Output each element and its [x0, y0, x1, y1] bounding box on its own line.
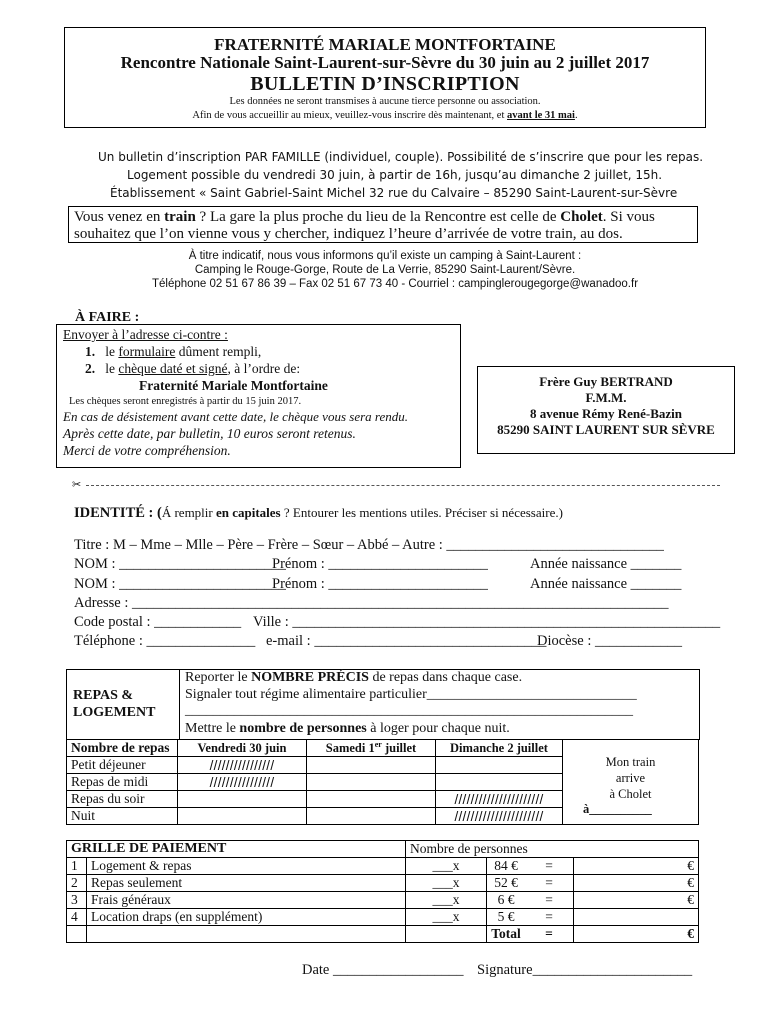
- todo-box: [56, 324, 461, 468]
- cell-input[interactable]: [436, 774, 563, 791]
- scissors-icon: ✂: [72, 479, 82, 491]
- repas-label: REPAS &: [73, 688, 134, 703]
- count-field[interactable]: ___x: [406, 892, 487, 909]
- cancel-note-1: En cas de désistement avant cette date, le chèque vous sera rendu.: [63, 409, 408, 424]
- total-amount-field[interactable]: €: [574, 926, 699, 943]
- train-label-3: à Cholet: [609, 787, 652, 801]
- price: 84 €: [487, 858, 526, 875]
- table-row: [67, 808, 563, 825]
- info-line-3: Établissement « Saint Gabriel-Saint Michel 32 rue du Calvaire – 85290 Saint-Laurent-sur-Sèvre: [110, 186, 678, 200]
- cut-line: [86, 485, 720, 486]
- row-label: Nuit: [67, 808, 178, 825]
- row-label: Repas seulement: [87, 875, 406, 892]
- address-name: Frère Guy BERTRAND: [539, 374, 673, 389]
- cell-input[interactable]: [436, 757, 563, 774]
- price: 52 €: [487, 875, 526, 892]
- row-label: Petit déjeuner: [67, 757, 178, 774]
- cheque-note: Les chèques seront enregistrés à partir du 15 juin 2017.: [69, 396, 302, 407]
- repas-inst-1: Reporter le NOMBRE PRÉCIS de repas dans chaque case.: [185, 670, 523, 685]
- train-label-2: arrive: [615, 771, 646, 785]
- cancel-note-2: Après cette date, par bulletin, 10 euros seront retenus.: [63, 426, 356, 441]
- total-row: [67, 926, 699, 943]
- equals: =: [525, 892, 574, 909]
- send-to: Envoyer à l’adresse ci-contre :: [63, 327, 228, 342]
- cell-hatched: ////////////////: [178, 774, 307, 791]
- equals: =: [525, 909, 574, 926]
- row-label: Repas de midi: [67, 774, 178, 791]
- amount-field[interactable]: €: [574, 892, 699, 909]
- tel-field[interactable]: Téléphone : _______________: [74, 633, 256, 649]
- repas-header-box: [66, 669, 700, 740]
- cell-input[interactable]: [307, 791, 436, 808]
- address-street: 8 avenue Rémy René-Bazin: [529, 406, 682, 421]
- row-label: Frais généraux: [87, 892, 406, 909]
- train-info-box: Vous venez en train ? La gare la plus proche du lieu de la Rencontre est celle de Cholet. Si vous souhaitez que l’on vienne vous y chercher, indiquez l’heure d’arrivée de votre train, au dos.: [68, 206, 698, 243]
- train-time-field[interactable]: à__________: [583, 802, 652, 816]
- titre-field[interactable]: Titre : M – Mme – Mlle – Père – Frère – Sœur – Abbé – Autre : ______________________________: [74, 537, 664, 553]
- header-box: [64, 27, 706, 128]
- row-num: 1: [67, 858, 87, 875]
- cell-hatched: //////////////////////: [436, 808, 563, 825]
- repas-col-2: Samedi 1er juillet: [307, 740, 436, 757]
- prenom-field-2[interactable]: Prénom : ______________________: [272, 576, 488, 592]
- privacy-note: Les données ne seront transmises à aucune tierce personne ou association.: [229, 96, 541, 107]
- info-line-1: Un bulletin d’inscription PAR FAMILLE (individuel, couple). Possibilité de s’inscrire que pour les repas.: [98, 150, 704, 164]
- repas-inst-4: Mettre le nombre de personnes à loger pour chaque nuit.: [185, 721, 510, 736]
- cell-hatched: ////////////////: [178, 757, 307, 774]
- deadline-note: Afin de vous accueillir au mieux, veuillez-vous inscrire dès maintenant, et avant le 31 mai.: [192, 110, 578, 121]
- amount-field[interactable]: [574, 909, 699, 926]
- todo-item-1: 1. le formulaire dûment rempli,: [85, 344, 262, 359]
- table-row: [67, 875, 699, 892]
- table-row: [67, 909, 699, 926]
- count-field[interactable]: ___x: [406, 909, 487, 926]
- ville-field[interactable]: Ville : ___________________________________________________________: [253, 614, 721, 630]
- price: 5 €: [487, 909, 526, 926]
- row-label: Location draps (en supplément): [87, 909, 406, 926]
- total-equals: =: [525, 926, 574, 943]
- repas-inst-3[interactable]: ________________________________________________________________: [185, 703, 633, 718]
- table-row: [67, 774, 563, 791]
- logement-label: LOGEMENT: [73, 705, 156, 720]
- cell-hatched: //////////////////////: [436, 791, 563, 808]
- camping-line-3: Téléphone 02 51 67 86 39 – Fax 02 51 67 73 40 - Courriel : campinglerougegorge@wanadoo.fr: [151, 278, 639, 290]
- identity-heading: IDENTITÉ : (Á remplir en capitales ? Entourer les mentions utiles. Préciser si nécessaire.): [74, 505, 563, 521]
- cp-field[interactable]: Code postal : ____________: [74, 614, 242, 630]
- repas-inst-2[interactable]: Signaler tout régime alimentaire particulier______________________________: [185, 687, 637, 702]
- nom-field-1[interactable]: NOM : _______________________: [74, 556, 286, 572]
- thanks-note: Merci de votre compréhension.: [63, 443, 231, 458]
- payee: Fraternité Mariale Montfortaine: [139, 378, 328, 393]
- payment-title: GRILLE DE PAIEMENT: [67, 841, 406, 858]
- table-row: [67, 892, 699, 909]
- info-line-2: Logement possible du vendredi 30 juin, à partir de 16h, jusqu’au dimanche 2 juillet, 15h.: [127, 168, 663, 182]
- count-field[interactable]: ___x: [406, 858, 487, 875]
- table-row: [67, 791, 563, 808]
- amount-field[interactable]: €: [574, 858, 699, 875]
- nom-field-2[interactable]: NOM : _______________________: [74, 576, 286, 592]
- cell-input[interactable]: [178, 791, 307, 808]
- cell-input[interactable]: [178, 808, 307, 825]
- amount-field[interactable]: €: [574, 875, 699, 892]
- email-field[interactable]: e-mail : ________________________________: [266, 633, 547, 649]
- row-num: 2: [67, 875, 87, 892]
- camping-line-2: Camping le Rouge-Gorge, Route de La Verrie, 85290 Saint-Laurent/Sèvre.: [194, 264, 576, 276]
- price: 6 €: [487, 892, 526, 909]
- annee-field-2[interactable]: Année naissance _______: [530, 576, 682, 592]
- todo-title: À FAIRE :: [75, 310, 140, 325]
- deadline: avant le 31 mai: [507, 110, 575, 121]
- prenom-field-1[interactable]: Prénom : ______________________: [272, 556, 488, 572]
- row-label: Logement & repas: [87, 858, 406, 875]
- payment-table: [66, 840, 699, 943]
- address-org: F.M.M.: [585, 390, 627, 405]
- count-field[interactable]: ___x: [406, 875, 487, 892]
- table-row: [67, 858, 699, 875]
- row-num: 4: [67, 909, 87, 926]
- diocese-field[interactable]: Diocèse : ____________: [537, 633, 682, 649]
- total-label: Total: [487, 926, 526, 943]
- equals: =: [525, 875, 574, 892]
- annee-field-1[interactable]: Année naissance _______: [530, 556, 682, 572]
- nb-personnes-header: Nombre de personnes: [406, 841, 699, 858]
- row-label: Repas du soir: [67, 791, 178, 808]
- camping-line-1: À titre indicatif, nous vous informons qu’il existe un camping à Saint-Laurent :: [188, 250, 582, 262]
- event-title: Rencontre Nationale Saint-Laurent-sur-Sèvre du 30 juin au 2 juillet 2017: [120, 53, 650, 72]
- cell-input[interactable]: [307, 808, 436, 825]
- train-label-1: Mon train: [605, 755, 656, 769]
- cell-input[interactable]: [307, 757, 436, 774]
- cell-input[interactable]: [307, 774, 436, 791]
- todo-item-2: 2. le chèque daté et signé, à l’ordre de:: [85, 361, 301, 376]
- address-city: 85290 SAINT LAURENT SUR SÈVRE: [497, 422, 715, 437]
- repas-table: [66, 739, 563, 825]
- row-num: 3: [67, 892, 87, 909]
- adresse-field[interactable]: Adresse : __________________________________________________________________________: [74, 595, 669, 611]
- table-row: [67, 757, 563, 774]
- date-field[interactable]: Date __________________: [302, 962, 464, 978]
- train-arrival-box: [563, 739, 699, 825]
- address-box: [477, 366, 735, 454]
- signature-field[interactable]: Signature______________________: [477, 962, 693, 978]
- org-title: FRATERNITÉ MARIALE MONTFORTAINE: [214, 35, 556, 54]
- document-title: BULLETIN D’INSCRIPTION: [250, 73, 520, 95]
- equals: =: [525, 858, 574, 875]
- repas-col-3: Dimanche 2 juillet: [436, 740, 563, 757]
- repas-col-1: Vendredi 30 juin: [178, 740, 307, 757]
- repas-col-0: Nombre de repas: [67, 740, 178, 757]
